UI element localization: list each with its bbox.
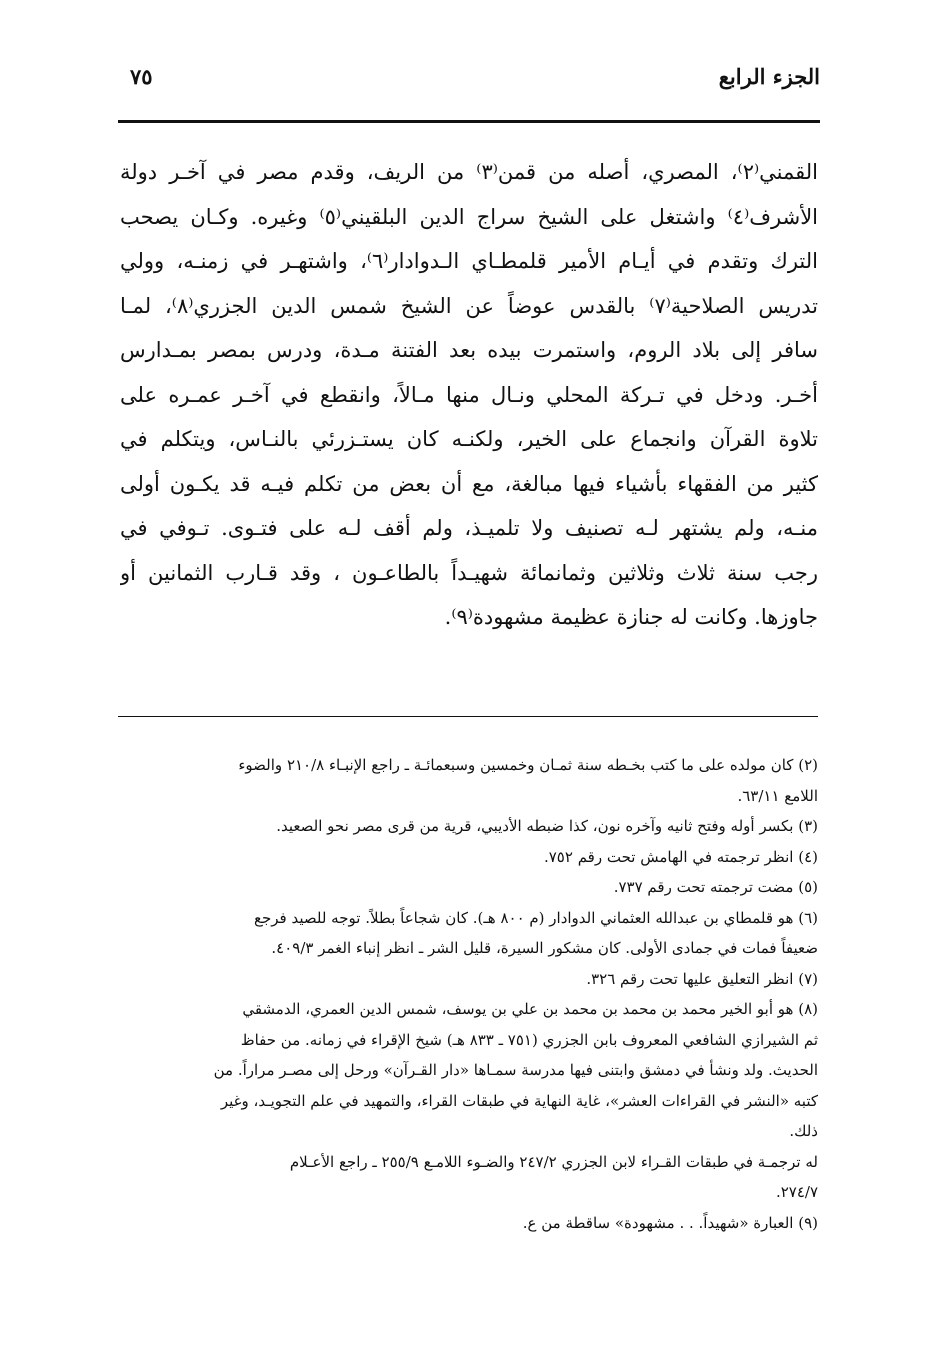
text-line: منـه، ولم يشتهر لـه تصنيف ولا تلميـذ، ولم أقف لـه على فتـوى. تـوفي في <box>120 516 818 540</box>
footnote-line: (٥) مضت ترجمته تحت رقم ٧٣٧. <box>613 878 818 896</box>
footnotes <box>112 750 818 1238</box>
footnote-line: له ترجمـة في طبقات القـراء لابن الجزري ٢٤٧/٢ والضـوء اللامـع ٢٥٥/٩ ـ راجع الأعـلام <box>289 1152 818 1171</box>
text-line: جاوزها. وكانت له جنازة عظيمة مشهودة⁽٩⁾. <box>444 605 818 629</box>
footnote-line: ثم الشيرازي الشافعي المعروف بابن الجزري (٧٥١ ـ ٨٣٣ هـ) شيخ الإقراء في زمانه. من حفاظ <box>240 1030 818 1049</box>
text-line: الأشرف⁽٤⁾ واشتغل على الشيخ سراج الدين البلقيني⁽٥⁾ وغيره. وكـان يصحب <box>120 204 818 229</box>
footnote-line: (٦) هو قلمطاي بن عبدالله العثماني الدوادار (م ٨٠٠ هـ). كان شجاعاً بطلاً. توجه للصيد فرجع <box>254 908 818 927</box>
text-line: القمني⁽٢⁾، المصري، أصله من قمن⁽٣⁾ من الريف، وقدم مصر في آخـر دولة <box>120 160 818 184</box>
footnote-line: (٣) بكسر أوله وفتح ثانيه وآخره نون، كذا ضبطه الأديبي، قرية من قرى مصر نحو الصعيد. <box>276 817 818 835</box>
footnote-line: ٢٧٤/٧. <box>775 1183 818 1201</box>
footnote-line: (٨) هو أبو الخير محمد بن محمد بن محمد بن علي بن يوسف، شمس الدين العمري، الدمشقي <box>242 1000 818 1018</box>
footnote-line: ضعيفاً فمات في جمادى الأولى. كان مشكور السيرة، قليل الشر ـ انظر إنباء الغمر ٤٠٩/٣. <box>271 939 818 957</box>
text-line: رجب سنة ثلاث وثلاثين وثمانمائة شهيـداً بالطاعـون ، وقد قـارب الثمانين أو <box>120 560 818 585</box>
footnote-line: ذلك. <box>789 1122 818 1140</box>
header-rule <box>118 120 820 123</box>
footnote-line: اللامع ٦٣/١١. <box>737 786 818 805</box>
footnote-line: الحديث. ولد ونشأ في دمشق وابتنى فيها مدرسة سمـاها «دار القـرآن» ورحل إلى مصـر مراراً. من <box>213 1061 818 1079</box>
text-line: الترك وتقدم في أيـام الأمير قلمطـاي الـدوادار⁽٦⁾، واشتهـر في زمنـه، وولي <box>120 249 818 273</box>
text-line: كثير من الفقهاء بأشياء فيها مبالغة، مع أن بعض من تكلم فيـه قد يكـون أولى <box>120 471 818 496</box>
running-title: الجزء الرابع <box>718 64 820 89</box>
text-line: تدريس الصلاحية⁽٧⁾ بالقدس عوضاً عن الشيخ شمس الدين الجزري⁽٨⁾، لمـا <box>120 293 818 318</box>
footnote-rule <box>118 716 818 717</box>
main-text <box>120 150 818 640</box>
footnote-line: (٤) انظر ترجمته في الهامش تحت رقم ٧٥٢. <box>543 847 818 866</box>
footnote-line: (٧) انظر التعليق عليها تحت رقم ٣٢٦. <box>586 969 818 988</box>
page-number: ٧٥ <box>130 64 153 89</box>
footnote-line: (٢) كان مولده على ما كتب بخـطه سنة ثمـان وخمسين وسبعمائـة ـ راجع الإنبـاء ٢١٠/٨ والضوء <box>238 756 818 774</box>
text-line: تلاوة القرآن وانجماع على الخير، ولكنـه كان يستـزرئي بالنـاس، ويتكلم في <box>120 427 818 451</box>
text-line: أخـر. ودخل في تـركة المحلي ونـال منها مـالاً، وانقطع في آخـر عمـره على <box>120 382 818 407</box>
text-line: سافر إلى بلاد الروم، واستمرت بيده بعد الفتنة مـدة، ودرس بمصر بمـدارس <box>120 338 818 362</box>
footnote-line: كتبه «النشر في القراءات العشر»، غاية النهاية في طبقات القراء، والتمهيد في علم التجويـد، وغير <box>220 1091 818 1110</box>
page-header <box>118 58 820 114</box>
footnote-line: (٩) العبارة «شهيداً. . . مشهودة» ساقطة من ع. <box>522 1213 818 1232</box>
